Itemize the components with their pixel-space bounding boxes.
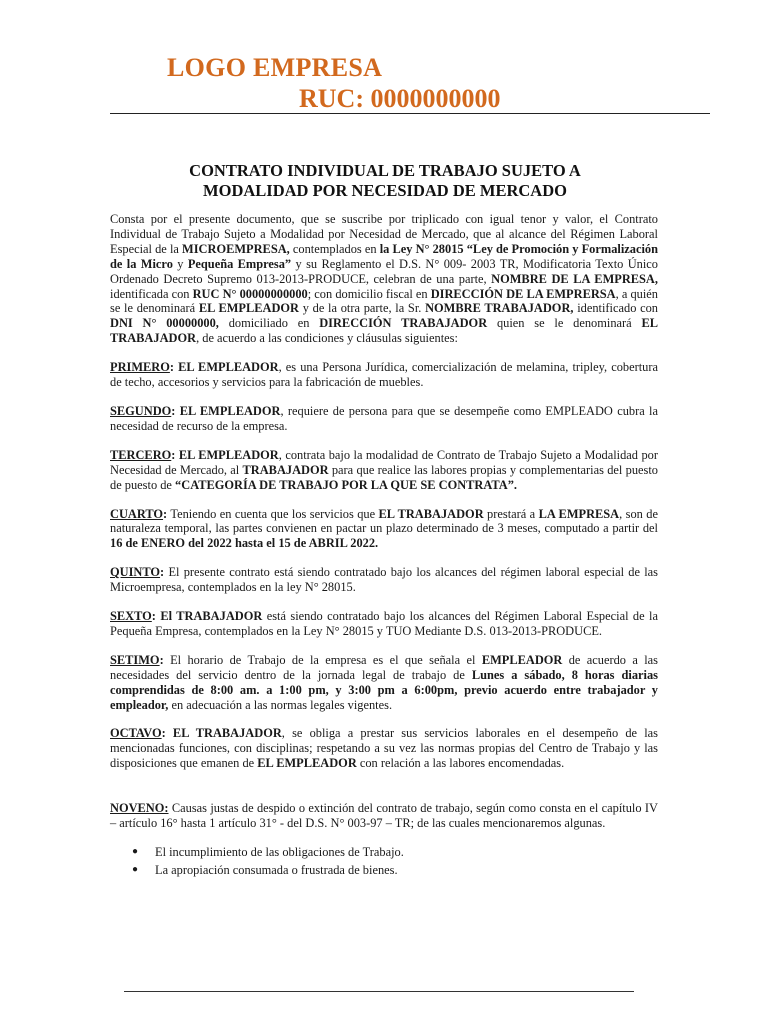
clause-text: en adecuación a las normas legales vigentes. [168, 697, 393, 712]
intro-bold: NOMBRE TRABAJADOR, [425, 301, 574, 316]
header-divider [110, 113, 710, 114]
dismissal-causes-list [110, 845, 658, 878]
clause-text: con relación a las labores encomendadas. [356, 756, 565, 771]
bullet-icon: ● [132, 846, 139, 857]
clause-text: , contrata bajo la modalidad de Contrato de Trabajo Sujeto a Modalidad por Necesidad de Mercado, al [110, 447, 658, 477]
clause-segundo [110, 404, 658, 434]
intro-text: contemplados en [289, 241, 380, 256]
clause-label: QUINTO [110, 565, 161, 580]
clause-tercero [110, 448, 658, 493]
clause-bold: EL EMPLEADOR [257, 756, 357, 771]
intro-bold: RUC N° 00000000000 [192, 286, 308, 301]
contract-title-line-1: CONTRATO INDIVIDUAL DE TRABAJO SUJETO A [189, 161, 581, 180]
clause-bold: 16 de ENERO del 2022 hasta el 15 de ABRIL 2022. [110, 536, 379, 551]
clause-text: , se obliga a prestar sus servicios laborales en el desempeño de las mencionadas funciones, con disciplinas; respetando a su vez las normas propias del Centro de Trabajo y las disposiciones que emanen de [110, 726, 659, 771]
intro-text: quien se le denominará [487, 316, 642, 331]
clause-bold: LA EMPRESA [538, 506, 620, 521]
clause-label: CUARTO [110, 506, 164, 521]
clause-label: NOVENO: [110, 801, 169, 816]
intro-text: Consta por el presente documento, que se suscribe por triplicado con igual tenor y valor, el Contrato Individual de Trabajo Sujeto a Modalidad por Necesidad de Mercado, que al alcance del Régimen Laboral Especial de la [110, 212, 658, 256]
list-item-text: El incumplimiento de las obligaciones de Trabajo. [155, 845, 404, 859]
clause-text: , es una Persona Jurídica, comercialización de melamina, tripley, cobertura de techo, accesorios y servicios para la fabricación de muebles. [110, 360, 658, 390]
intro-bold: Pequeña Empresa” [187, 256, 292, 271]
clause-noveno [110, 801, 658, 831]
clause-bold: : EL EMPLEADOR [171, 447, 279, 462]
clause-label: SETIMO [110, 652, 160, 667]
contract-body [110, 212, 658, 881]
clause-text: , son de naturaleza temporal, las partes convienen en pactar un plazo determinado de 3 meses, computado a partir del [110, 506, 658, 536]
intro-text: identificado con [573, 301, 659, 316]
intro-text: identificada con [110, 286, 193, 301]
clause-text: El presente contrato está siendo contratado bajo los alcances del régimen laboral especial de las Microempresa, contemplados en la ley N° 28015. [110, 565, 658, 595]
clause-sexto [110, 609, 658, 639]
intro-bold: NOMBRE DE LA EMPRESA, [491, 271, 658, 286]
intro-bold: DIRECCIÓN DE LA EMPRERSA [430, 286, 616, 301]
clause-quinto [110, 565, 658, 595]
clause-label: PRIMERO [110, 360, 170, 375]
clause-bold: EMPLEADOR [481, 652, 563, 667]
list-item-text: La apropiación consumada o frustrada de bienes. [155, 862, 398, 877]
intro-bold: la Ley N° 28015 “Ley de Promoción y Formalización de la Micro [110, 241, 658, 271]
list-item [110, 845, 658, 860]
intro-bold: DIRECCIÓN TRABAJADOR [319, 316, 488, 331]
clause-bold: : EL TRABAJADOR [161, 726, 282, 741]
clause-text: Teniendo en cuenta que los servicios que [167, 506, 379, 521]
clause-label: TERCERO [110, 447, 172, 462]
clause-text: El horario de Trabajo de la empresa es el que señala el [163, 652, 482, 667]
clause-label: SEXTO [110, 609, 152, 624]
clause-bold: : [163, 506, 168, 521]
clause-text: Causas justas de despido o extinción del contrato de trabajo, según como consta en el capítulo IV – artículo 16° hasta 1 artículo 31° - del D.S. N° 003-97 – TR; de las cuales mencionaremos algunas. [110, 801, 658, 831]
intro-text: ; con domicilio fiscal en [307, 286, 431, 301]
intro-text: y su Reglamento el D.S. N° 009- 2003 TR, Modificatoria Texto Único Ordenado Decreto Supremo 013-2013-PRODUCE, celebran de una parte, [110, 256, 658, 286]
intro-bold: EL EMPLEADOR [198, 301, 300, 316]
clause-primero [110, 360, 658, 390]
clause-bold: TRABAJADOR [242, 462, 329, 477]
intro-paragraph [110, 212, 658, 346]
clause-bold: EL TRABAJADOR [378, 506, 484, 521]
list-item [110, 863, 658, 878]
intro-bold: MICROEMPRESA, [182, 241, 290, 256]
footer-divider [124, 991, 634, 992]
clause-text: para que realice las labores propias y complementarias del puesto de puesto de [110, 462, 658, 492]
contract-title-line-2: MODALIDAD POR NECESIDAD DE MERCADO [203, 181, 567, 200]
clause-bold: : [160, 565, 165, 580]
intro-bold: DNI N° 00000000, [110, 316, 219, 331]
clause-bold: : EL EMPLEADOR [169, 360, 279, 375]
clause-bold: Lunes a sábado, 8 horas diarias comprendidas de 8:00 am. a 1:00 pm, y 3:00 pm a 6:00pm, previo acuerdo entre trabajador y empleador, [110, 667, 658, 712]
company-logo-text: LOGO EMPRESA [167, 53, 383, 82]
intro-bold: EL TRABAJADOR [110, 316, 658, 346]
clause-bold: : El TRABAJADOR [151, 609, 263, 624]
clause-label: SEGUNDO [110, 403, 172, 418]
contract-title [110, 161, 660, 201]
clause-text: de acuerdo a las necesidades del servicio dentro de la jornada legal de trabajo de [110, 652, 658, 682]
clause-octavo [110, 726, 658, 771]
clause-bold: : [159, 652, 164, 667]
intro-text: y de la otra parte, la Sr. [299, 301, 426, 316]
intro-text: y [172, 256, 188, 271]
intro-text: , a quién se le denominará [110, 286, 658, 316]
clause-text: prestará a [483, 506, 539, 521]
clause-text: , requiere de persona para que se desempeñe como EMPLEADO cubra la necesidad de recurso de la empresa. [110, 403, 658, 433]
clause-text: está siendo contratado bajo los alcances del Régimen Laboral Especial de la Pequeña Empresa, contemplados en la Ley N° 28015 y TUO Mediante D.S. 013-2013-PRODUCE. [110, 609, 658, 638]
company-ruc: RUC: 0000000000 [299, 84, 501, 113]
clause-setimo [110, 653, 658, 713]
intro-text: , de acuerdo a las condiciones y cláusulas siguientes: [196, 331, 458, 346]
bullet-icon: ● [132, 863, 139, 875]
clause-label: OCTAVO [110, 726, 162, 741]
clause-bold: : EL EMPLEADOR [171, 403, 281, 418]
clause-cuarto [110, 507, 658, 552]
intro-text: domiciliado en [218, 316, 320, 331]
clause-bold: “CATEGORÍA DE TRABAJO POR LA QUE SE CONTRATA”. [175, 477, 517, 492]
